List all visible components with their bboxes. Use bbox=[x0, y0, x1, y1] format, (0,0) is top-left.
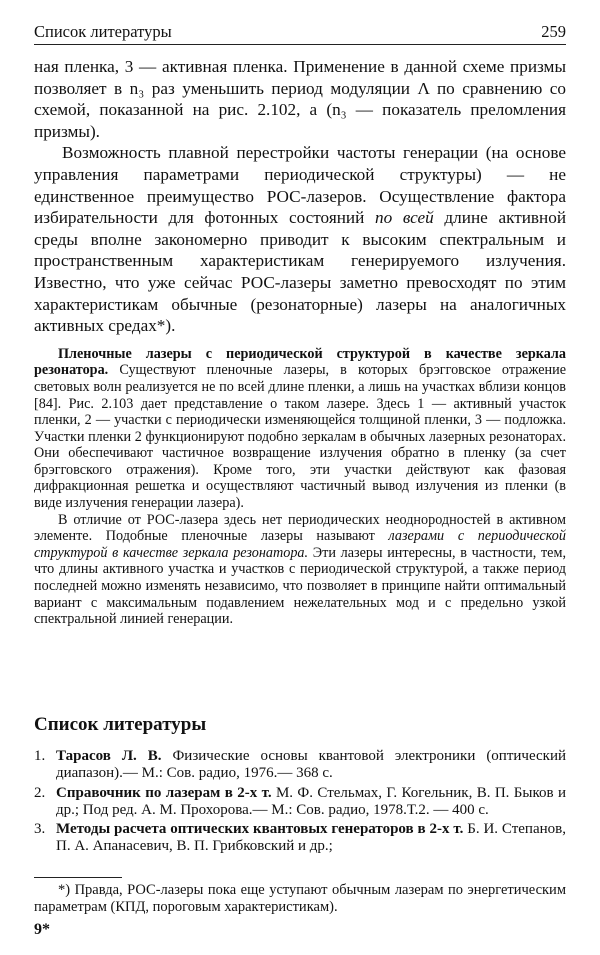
footnote-rule bbox=[34, 877, 122, 878]
running-header bbox=[34, 20, 566, 42]
paragraph-4: В отличие от РОС-лазера здесь нет периодических неоднородностей в активном элементе. Подобные пленочные лазеры называют лазерами с периодической структурой в качестве зеркала резонатора. Эти лазеры интересны, в частности, тем, что длины активного участка и участков с периодической структурой, а также период последней можно изменять независимо, что позволяет в принципе найти оптимальный вариант с максимальным подавлением нежелательных мод и с предельно узкой спектральной линией генерации. bbox=[34, 511, 566, 628]
reference-item: 3. Методы расчета оптических квантовых генераторов в 2-х т. Б. И. Степанов, П. А. Апанасевич, В. П. Грибковский и др.; bbox=[34, 821, 566, 855]
page-number: 259 bbox=[541, 22, 566, 41]
references-heading: Список литературы bbox=[34, 714, 207, 735]
paragraph-2: Возможность плавной перестройки частоты генерации (на основе управления параметрами периодической структуры) — не единственное преимущество РОС-лазеров. Осуществление фактора избирательности для фотонных состояний по всей длине активной среды вполне закономерно приводит к высоким спектральным и пространственным характеристикам генерируемого излучения. Известно, что уже сейчас РОС-лазеры заметно превосходят по этим характеристикам обычные (резонаторные) лазеры на аналогичных активных средах*). bbox=[34, 143, 567, 336]
signature-mark: 9* bbox=[34, 921, 50, 938]
reference-item: 2. Справочник по лазерам в 2-х т. М. Ф. Стельмах, Г. Когельник, В. П. Быков и др.; Под ред. А. М. Прохорова.— М.: Сов. радио, 1978.Т.2. — 400 с. bbox=[34, 784, 566, 818]
paragraph-3: Пленочные лазеры с периодической структурой в качестве зеркала резонатора. Существуют пленочные лазеры, в которых брэгговское отражение световых волн реализуется не по всей длине пленки, а лишь на участках вблизи концов [84]. Рис. 2.103 дает представление о таком лазере. Здесь 1 — активный участок пленки, 2 — участки с периодически изменяющейся толщиной пленки, 3 — подложка. Участки пленки 2 функционируют подобно зеркалам в обычных лазерных резонаторах. Они обеспечивают частичное возвращение излучения обратно в пленку (за счет брэгговского отражения). Кроме того, эти участки действуют как фазовая дифракционная решетка и осуществляют частичный вывод излучения из пленки (в виде излучения генерации лазера). bbox=[34, 345, 566, 512]
running-header-title: Список литературы bbox=[34, 22, 172, 41]
header-rule bbox=[34, 44, 566, 45]
reference-item: 1. Тарасов Л. В. Физические основы квантовой электроники (оптический диапазон).— М.: Сов. радио, 1976.— 368 с. bbox=[34, 748, 566, 782]
emphasis: по всей bbox=[375, 208, 434, 228]
main-text bbox=[34, 56, 566, 628]
footnote: *) Правда, РОС-лазеры пока еще уступают обычным лазерам по энергетическим параметрам (КПД, пороговым характеристикам). bbox=[34, 882, 566, 915]
section-run-in-heading: Пленочные лазеры с периодической структурой в качестве зеркала резонатора. bbox=[34, 345, 566, 379]
paragraph-1: ная пленка, 3 — активная пленка. Применение в данной схеме призмы позволяет в n₃ раз уменьшить период модуляции Λ по сравнению со схемой, показанной на рис. 2.102, а (n₃ — показатель преломления призмы). bbox=[34, 57, 566, 141]
emphasis-term: лазерами с периодической структурой в качестве зеркала резонатора. bbox=[34, 528, 566, 561]
references-list bbox=[34, 748, 566, 858]
